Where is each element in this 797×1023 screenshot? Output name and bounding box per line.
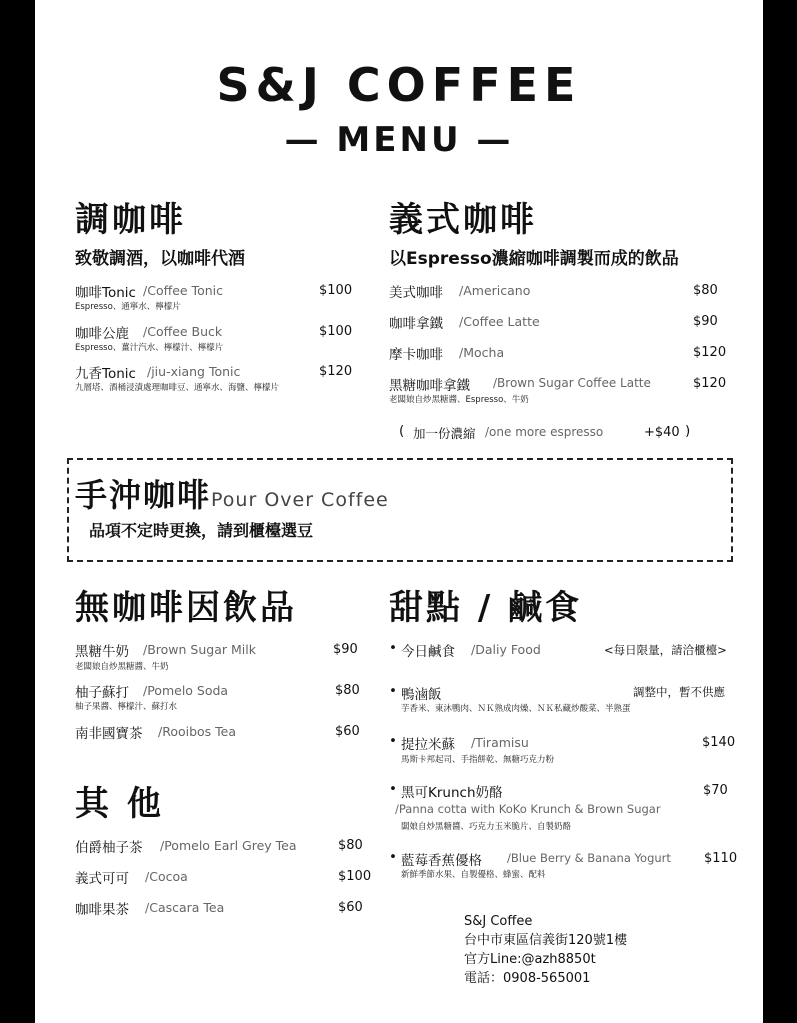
item-name: 南非國寶茶 — [75, 726, 143, 742]
addon-name: 加一份濃縮 — [413, 426, 476, 441]
menu-title: — MENU — — [284, 120, 514, 160]
item-english: /Americano — [459, 283, 531, 298]
item-name: 咖啡果茶 — [75, 902, 129, 918]
desserts-title: 甜點 / 鹹食 — [389, 588, 583, 628]
item-name: 咖啡公鹿 — [75, 326, 129, 342]
item-name: 九香Tonic — [75, 366, 136, 382]
espresso-subtitle: 以Espresso濃縮咖啡調製而成的飲品 — [389, 249, 679, 269]
item-english: /Mocha — [459, 345, 505, 360]
item-price: $100 — [319, 283, 353, 298]
store-line-id: 官方Line:@azh8850t — [464, 952, 596, 967]
decaf-title: 無咖啡因飲品 — [75, 588, 297, 628]
item-english: /jiu-xiang Tonic — [147, 364, 241, 379]
store-address: 台中市東區信義街120號1樓 — [464, 933, 628, 948]
item-name: 今日鹹食 — [401, 644, 455, 660]
item-price: $60 — [338, 900, 363, 915]
item-name: 提拉米蘇 — [401, 737, 455, 753]
pour-over-title: 手沖咖啡 — [75, 476, 212, 514]
item-english: /Panna cotta with KoKo Krunch & Brown Sugar — [395, 802, 661, 816]
item-english: /Daliy Food — [471, 642, 541, 657]
item-desc: Espresso、薑汁汽水、檸檬汁、檸檬片 — [75, 343, 224, 353]
addon-open: ( — [399, 423, 405, 439]
item-english: /Brown Sugar Milk — [143, 642, 256, 657]
item-price: $80 — [335, 683, 360, 698]
item-name: 咖啡Tonic — [75, 285, 136, 301]
bullet: • — [389, 640, 397, 656]
item-price: $100 — [338, 869, 372, 884]
item-price: $90 — [693, 314, 718, 329]
item-english: /Rooibos Tea — [158, 724, 237, 739]
brand-title: S&J COFFEE — [216, 58, 582, 112]
item-name: 黑糖牛奶 — [75, 644, 129, 660]
item-desc: 芋香米、東沐鴨肉、ＮＫ熟成肉燥、ＮＫ私藏炒酸菜、半熟蛋 — [401, 704, 631, 714]
addon-close: ) — [685, 423, 691, 439]
item-english: /Cascara Tea — [145, 900, 225, 915]
item-english: /Cocoa — [145, 869, 188, 884]
item-desc: 柚子果醬、檸檬汁、蘇打水 — [75, 702, 178, 712]
bullet: • — [389, 849, 397, 865]
item-english: /Pomelo Earl Grey Tea — [160, 838, 297, 853]
item-english: /Coffee Latte — [459, 314, 540, 329]
espresso-title: 義式咖啡 — [389, 200, 537, 240]
item-english: /Tiramisu — [471, 735, 529, 750]
item-desc: 老闆娘自炒黑糖醬、牛奶 — [75, 662, 169, 672]
item-desc: 九層塔、酒桶浸漬處理咖啡豆、通寧水、海鹽、檸檬片 — [75, 383, 280, 393]
item-english: /Brown Sugar Coffee Latte — [493, 376, 651, 390]
item-price: $100 — [319, 324, 353, 339]
item-price: $110 — [704, 851, 738, 866]
item-price: $90 — [333, 642, 358, 657]
item-price: $80 — [693, 283, 718, 298]
item-price: $120 — [693, 376, 727, 391]
pour-over-english: Pour Over Coffee — [211, 489, 389, 511]
others-title: 其 他 — [75, 784, 164, 824]
pour-over-heading — [75, 470, 389, 516]
item-name: 義式可可 — [75, 871, 129, 887]
item-name: 黑糖咖啡拿鐵 — [389, 378, 470, 394]
item-desc: 闆娘自炒黑糖醬、巧克力玉米脆片、自製奶酪 — [401, 822, 572, 832]
item-desc: 老闆娘自炒黑糖醬、Espresso、牛奶 — [389, 395, 529, 405]
item-price: 調整中，暫不供應 — [633, 685, 725, 699]
bullet: • — [389, 781, 397, 797]
item-name: 伯爵柚子茶 — [75, 840, 143, 856]
item-name: 鴨滷飯 — [401, 687, 442, 703]
item-name: 咖啡拿鐵 — [389, 316, 443, 332]
menu-page — [35, 0, 763, 1023]
cocktail-title: 調咖啡 — [75, 200, 186, 240]
item-price: <每日限量，請洽櫃檯> — [604, 643, 727, 657]
pour-over-note: 品項不定時更換，請到櫃檯選豆 — [89, 521, 314, 540]
item-name: 藍莓香蕉優格 — [401, 853, 482, 869]
item-price: $60 — [335, 724, 360, 739]
store-phone: 電話：0908-565001 — [464, 971, 591, 986]
store-info — [464, 912, 627, 988]
item-price: $70 — [703, 783, 728, 798]
item-english: /Coffee Tonic — [143, 283, 223, 298]
item-price: $80 — [338, 838, 363, 853]
item-desc: Espresso、通寧水、檸檬片 — [75, 302, 181, 312]
item-name: 黑可Krunch奶酪 — [401, 785, 503, 801]
item-english: /Blue Berry & Banana Yogurt — [507, 851, 671, 865]
item-price: $120 — [693, 345, 727, 360]
bullet: • — [389, 733, 397, 749]
item-desc: 馬斯卡邦起司、手指餅乾、無糖巧克力粉 — [401, 755, 555, 765]
cocktail-subtitle: 致敬調酒，以咖啡代酒 — [75, 249, 245, 269]
item-price: $120 — [319, 364, 353, 379]
item-english: /Coffee Buck — [143, 324, 223, 339]
item-price: $140 — [702, 735, 736, 750]
item-name: 美式咖啡 — [389, 285, 443, 301]
addon-english: /one more espresso — [485, 425, 604, 439]
item-name: 柚子蘇打 — [75, 685, 129, 701]
store-name: S&J Coffee — [464, 914, 533, 929]
bullet: • — [389, 683, 397, 699]
item-english: /Pomelo Soda — [143, 683, 229, 698]
item-name: 摩卡咖啡 — [389, 347, 443, 363]
item-desc: 新鮮季節水果、自製優格、蜂蜜、配料 — [401, 870, 546, 880]
addon-price: +$40 — [644, 425, 680, 440]
